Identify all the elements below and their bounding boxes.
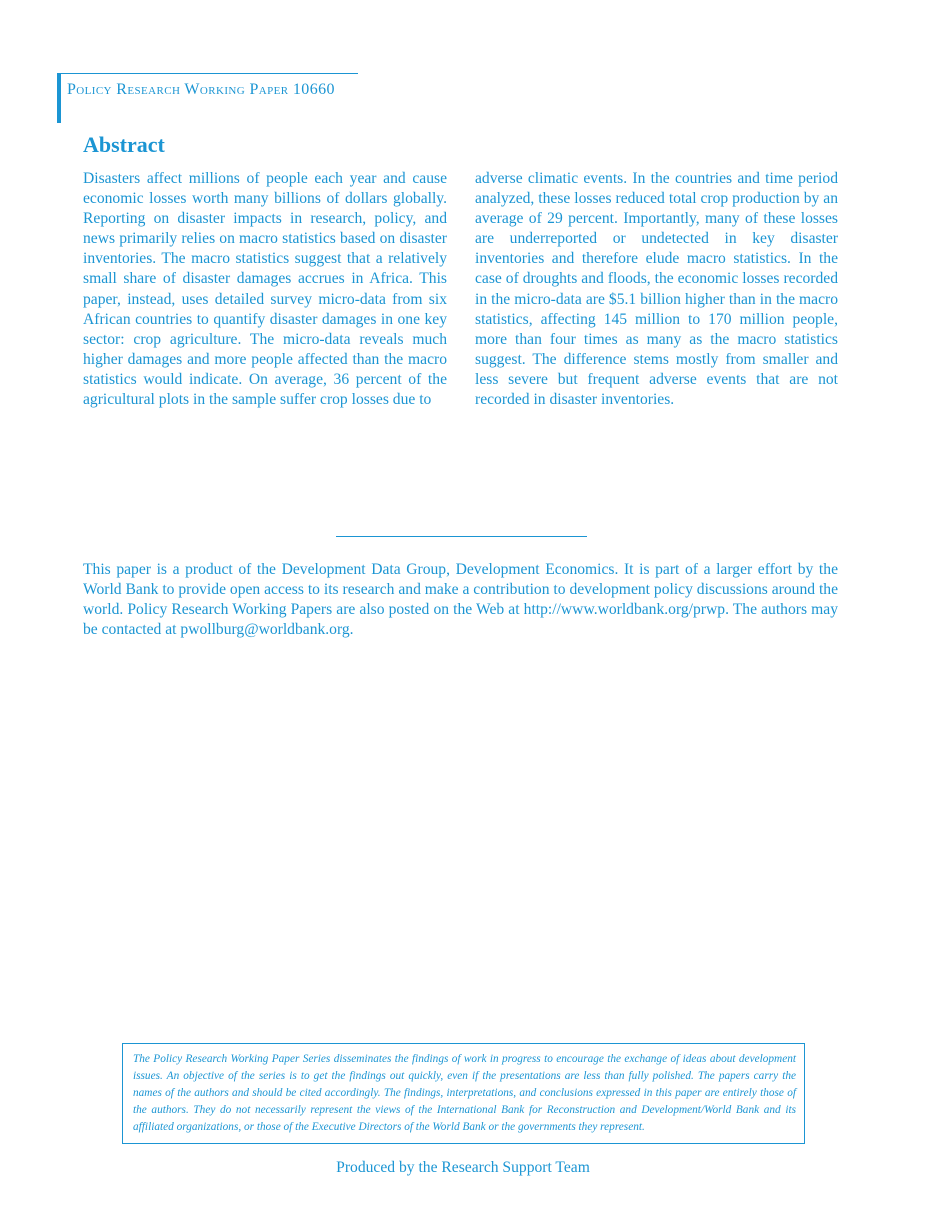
section-divider bbox=[336, 536, 587, 537]
abstract-heading: Abstract bbox=[83, 132, 165, 157]
series-top-rule bbox=[60, 73, 358, 74]
abstract-column-right: adverse climatic events. In the countries and time period analyzed, these losses reduced total crop production by an average of 29 percent. Importantly, many of these losses are underreported or undetected in key disaster inventories and therefore elude macro statistics. In the case of droughts and floods, the economic losses recorded in the micro-data are $5.1 billion higher than in the macro statistics, affecting 145 million to 170 million people, more than four times as many as the macro statistics suggest. The difference stems mostly from smaller and less severe but frequent adverse events that are not recorded in disaster inventories. bbox=[475, 170, 838, 409]
footer-credit: Produced by the Research Support Team bbox=[336, 1159, 590, 1176]
disclaimer-text: The Policy Research Working Paper Series disseminates the findings of work in progress to encourage the exchange of ideas about development issues. An objective of the series is to get the findings out quickly, even if the presentations are less than fully polished. The papers carry the names of the authors and should be cited accordingly. The findings, interpretations, and conclusions expressed in this paper are entirely those of the authors. They do not necessarily represent the views of the International Bank for Reconstruction and Development/World Bank and its affiliated organizations, or those of the Executive Directors of the World Bank or the governments they represent. bbox=[133, 1053, 796, 1133]
disclaimer-box bbox=[122, 1043, 805, 1144]
series-accent-bar bbox=[57, 73, 61, 123]
abstract-column-left: Disasters affect millions of people each year and cause economic losses worth many billions of dollars globally. Reporting on disaster impacts in research, policy, and news primarily relies on macro statistics based on disaster inventories. The macro statistics suggest that a relatively small share of disaster damages accrues in Africa. This paper, instead, uses detailed survey micro-data from six African countries to quantify disaster damages in one key sector: crop agriculture. The micro-data reveals much higher damages and more people affected than the macro statistics would indicate. On average, 36 percent of the agricultural plots in the sample suffer crop losses due to bbox=[83, 170, 447, 409]
product-note: This paper is a product of the Development Data Group, Development Economics. It is part of a larger effort by the World Bank to provide open access to its research and make a contribution to development policy discussions around the world. Policy Research Working Papers are also posted on the Web at http://www.worldbank.org/prwp. The authors may be contacted at pwollburg@worldbank.org. bbox=[83, 561, 838, 639]
series-title: Policy Research Working Paper 10660 bbox=[67, 81, 335, 98]
